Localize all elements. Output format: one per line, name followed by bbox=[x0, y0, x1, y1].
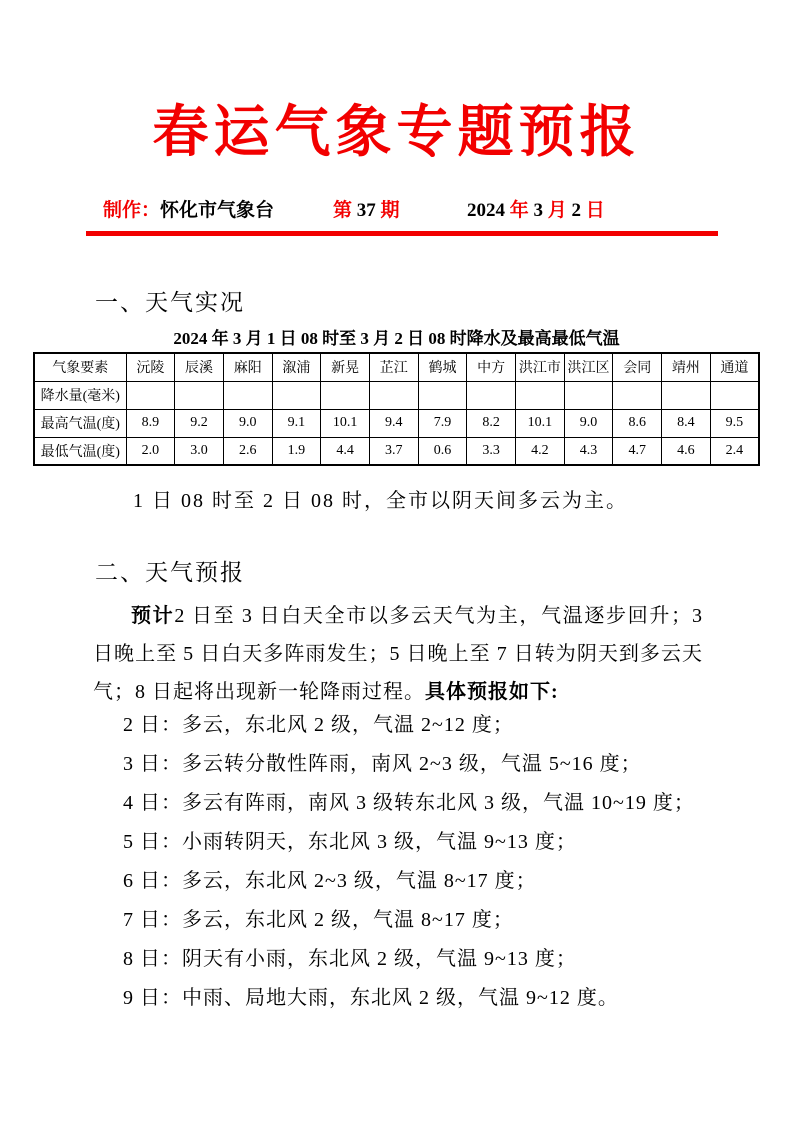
masthead bbox=[0, 196, 793, 226]
date-year: 2024 bbox=[467, 200, 505, 221]
date-month: 3 bbox=[533, 200, 544, 221]
table-cell: 9.4 bbox=[369, 409, 418, 437]
table-cell: 9.0 bbox=[223, 409, 272, 437]
table-cell bbox=[710, 381, 759, 409]
column-header: 会同 bbox=[613, 353, 662, 381]
table-cell: 3.0 bbox=[175, 437, 224, 465]
forecast-followup: 具体预报如下: bbox=[425, 681, 559, 703]
table-cell bbox=[272, 381, 321, 409]
issue-suffix: 期 bbox=[380, 200, 400, 221]
column-header: 辰溪 bbox=[175, 353, 224, 381]
table-cell bbox=[662, 381, 711, 409]
column-header: 通道 bbox=[710, 353, 759, 381]
table-row bbox=[34, 437, 759, 465]
table-cell: 8.9 bbox=[126, 409, 175, 437]
table-cell bbox=[369, 381, 418, 409]
column-header: 溆浦 bbox=[272, 353, 321, 381]
column-header: 芷江 bbox=[369, 353, 418, 381]
forecast-lead: 预计 bbox=[131, 605, 175, 627]
table-cell: 9.2 bbox=[175, 409, 224, 437]
table-cell: 10.1 bbox=[516, 409, 565, 437]
daily-forecast-item: 4 日：多云有阵雨，南风 3 级转东北风 3 级，气温 10~19 度； bbox=[123, 792, 695, 814]
table-cell: 4.3 bbox=[564, 437, 613, 465]
table-cell: 8.2 bbox=[467, 409, 516, 437]
table-cell: 9.5 bbox=[710, 409, 759, 437]
table-cell: 9.0 bbox=[564, 409, 613, 437]
column-header: 靖州 bbox=[662, 353, 711, 381]
weather-table bbox=[33, 352, 760, 466]
document-title: 春运气象专题预报 bbox=[152, 99, 641, 165]
row-label: 最高气温(度) bbox=[34, 409, 126, 437]
table-cell: 3.3 bbox=[467, 437, 516, 465]
date-day: 2 bbox=[571, 200, 582, 221]
table-cell bbox=[418, 381, 467, 409]
column-header: 麻阳 bbox=[223, 353, 272, 381]
daily-forecast-item: 9 日：中雨、局地大雨，东北风 2 级，气温 9~12 度。 bbox=[123, 987, 619, 1009]
issue-number: 37 bbox=[356, 200, 376, 221]
month-unit: 月 bbox=[547, 200, 567, 221]
daily-forecast-item: 3 日：多云转分散性阵雨，南风 2~3 级，气温 5~16 度； bbox=[123, 753, 642, 775]
table-row bbox=[34, 409, 759, 437]
daily-forecast-item: 2 日：多云，东北风 2 级，气温 2~12 度； bbox=[123, 714, 514, 736]
issue-prefix: 第 bbox=[333, 200, 353, 221]
table-cell bbox=[564, 381, 613, 409]
table-cell: 1.9 bbox=[272, 437, 321, 465]
table-cell bbox=[175, 381, 224, 409]
section2-heading: 二、天气预报 bbox=[95, 560, 245, 585]
daily-forecast-item: 6 日：多云，东北风 2~3 级，气温 8~17 度； bbox=[123, 870, 537, 892]
table-cell: 10.1 bbox=[321, 409, 370, 437]
year-unit: 年 bbox=[509, 200, 529, 221]
table-cell: 3.7 bbox=[369, 437, 418, 465]
table-cell bbox=[321, 381, 370, 409]
section1-heading: 一、天气实况 bbox=[95, 290, 245, 315]
table-cell: 4.4 bbox=[321, 437, 370, 465]
column-header: 气象要素 bbox=[34, 353, 126, 381]
table-header-row bbox=[34, 353, 759, 381]
table-cell bbox=[613, 381, 662, 409]
forecast-body: 2 日至 3 日白天全市以多云天气为主，气温逐步回升；3 日晚上至 5 日白天多阵雨发生；5 日晚上至 7 日转为阴天到多云天气；8 日起将出现新一轮降雨过程。 bbox=[93, 605, 704, 703]
table-cell: 7.9 bbox=[418, 409, 467, 437]
column-header: 鹤城 bbox=[418, 353, 467, 381]
header-divider bbox=[86, 231, 718, 236]
table-cell: 8.6 bbox=[613, 409, 662, 437]
column-header: 中方 bbox=[467, 353, 516, 381]
weather-summary: 1 日 08 时至 2 日 08 时，全市以阴天间多云为主。 bbox=[133, 490, 628, 512]
daily-forecast-item: 8 日：阴天有小雨，东北风 2 级，气温 9~13 度； bbox=[123, 948, 577, 970]
table-cell bbox=[467, 381, 516, 409]
table-cell: 2.6 bbox=[223, 437, 272, 465]
table-body bbox=[34, 381, 759, 465]
daily-forecast-list bbox=[93, 706, 733, 1018]
column-header: 沅陵 bbox=[126, 353, 175, 381]
producer-name: 怀化市气象台 bbox=[160, 200, 275, 221]
table-cell bbox=[516, 381, 565, 409]
table-cell: 2.4 bbox=[710, 437, 759, 465]
table-cell bbox=[223, 381, 272, 409]
table-cell bbox=[126, 381, 175, 409]
producer-label: 制作： bbox=[103, 200, 161, 221]
table-cell: 2.0 bbox=[126, 437, 175, 465]
column-header: 洪江市 bbox=[516, 353, 565, 381]
table-cell: 4.6 bbox=[662, 437, 711, 465]
table-caption: 2024 年 3 月 1 日 08 时至 3 月 2 日 08 时降水及最高最低气温 bbox=[173, 329, 620, 348]
column-header: 洪江区 bbox=[564, 353, 613, 381]
table-cell: 8.4 bbox=[662, 409, 711, 437]
publish-date bbox=[467, 196, 605, 226]
daily-forecast-item: 7 日：多云，东北风 2 级，气温 8~17 度； bbox=[123, 909, 514, 931]
issue bbox=[333, 196, 400, 226]
daily-forecast-item: 5 日：小雨转阴天，东北风 3 级，气温 9~13 度； bbox=[123, 831, 577, 853]
table-cell: 9.1 bbox=[272, 409, 321, 437]
forecast-paragraph bbox=[93, 597, 703, 711]
row-label: 降水量(毫米) bbox=[34, 381, 126, 409]
table-cell: 4.2 bbox=[516, 437, 565, 465]
producer bbox=[103, 196, 274, 226]
row-label: 最低气温(度) bbox=[34, 437, 126, 465]
column-header: 新晃 bbox=[321, 353, 370, 381]
day-unit: 日 bbox=[585, 200, 605, 221]
table-cell: 0.6 bbox=[418, 437, 467, 465]
table-cell: 4.7 bbox=[613, 437, 662, 465]
table-row bbox=[34, 381, 759, 409]
